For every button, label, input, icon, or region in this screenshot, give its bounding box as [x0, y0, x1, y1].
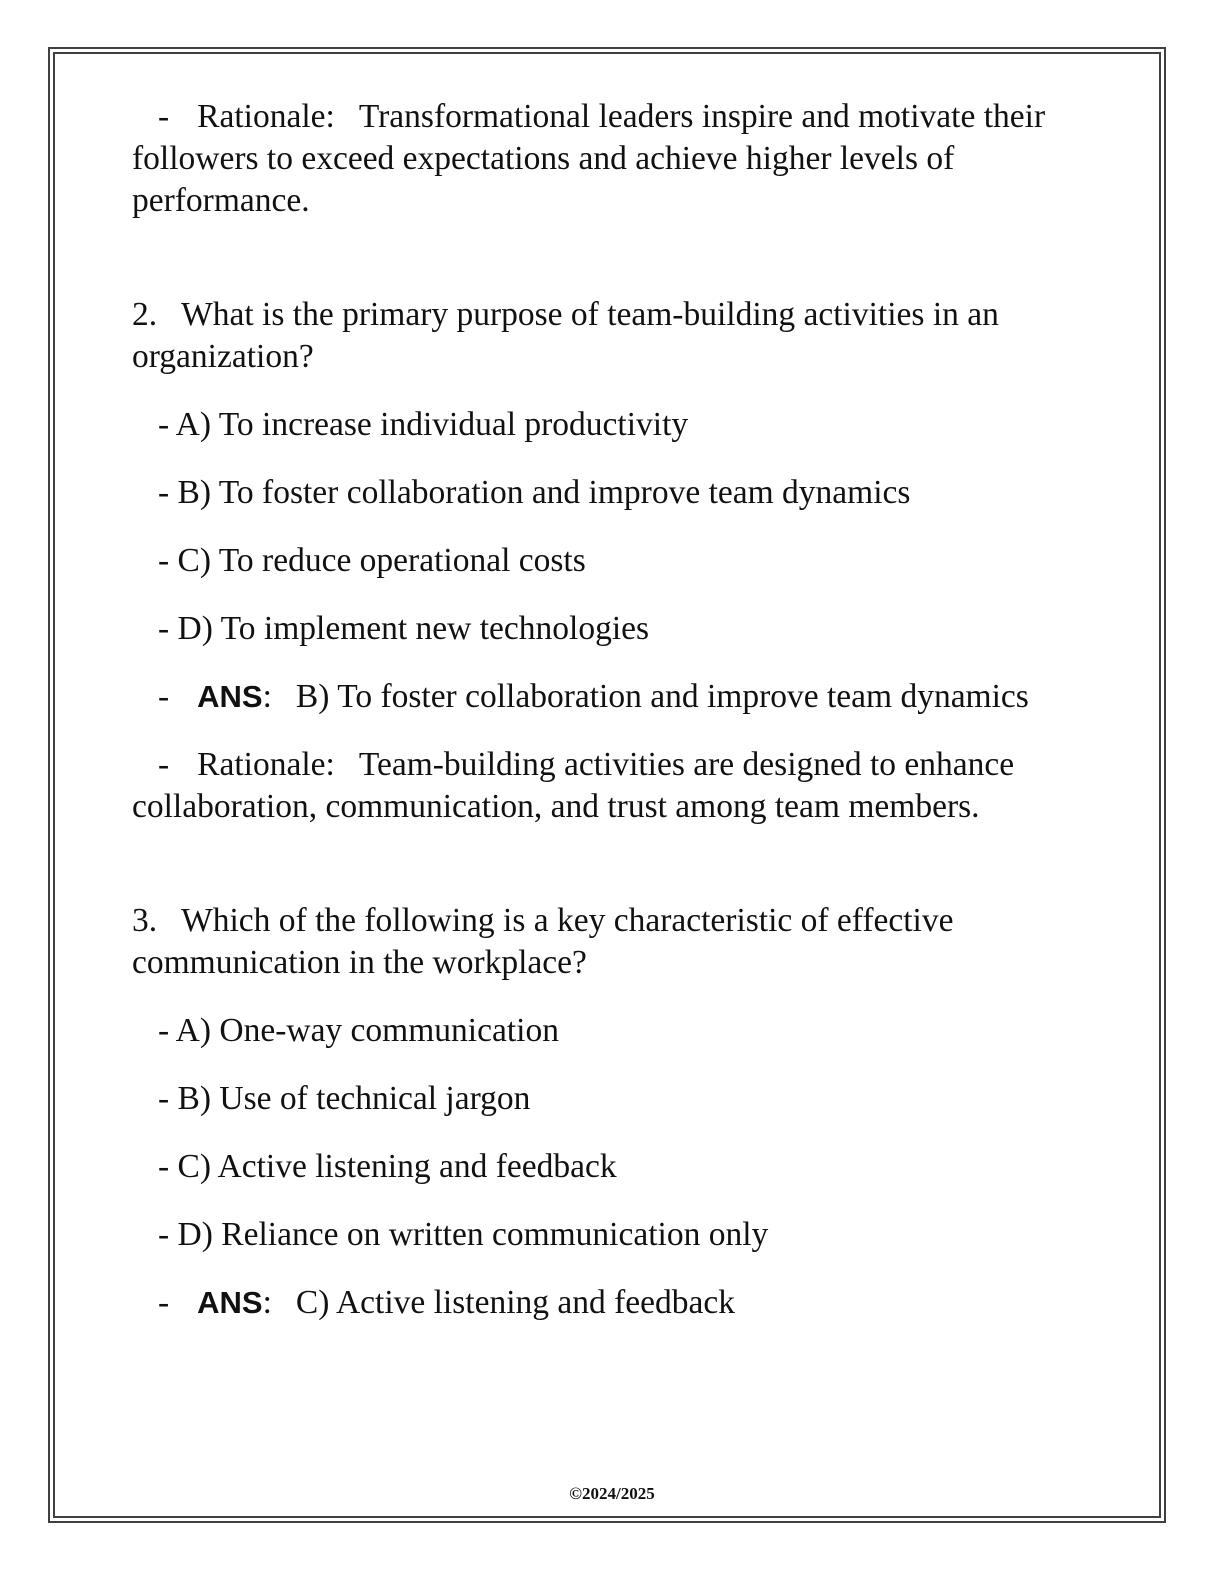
- answer-colon: :: [262, 678, 272, 715]
- question-text: Which of the following is a key characteristic of effective communication in the workplace?: [132, 902, 954, 981]
- answer-dash: -: [158, 678, 170, 715]
- answer-label: ANS: [197, 679, 263, 714]
- rationale-block: [132, 96, 1092, 222]
- answer-line: [132, 1282, 1092, 1324]
- answer-dash: -: [158, 1284, 170, 1321]
- option-b: - B) To foster collaboration and improve team dynamics: [158, 474, 911, 511]
- rationale-dash: -: [158, 746, 170, 783]
- answer-colon: :: [262, 1284, 272, 1321]
- option-b: - B) Use of technical jargon: [158, 1080, 531, 1117]
- question-3: [132, 900, 1092, 984]
- rationale-block: [132, 744, 1092, 828]
- answer-text: B) To foster collaboration and improve team dynamics: [295, 678, 1029, 715]
- option-d: - D) To implement new technologies: [158, 610, 650, 647]
- answer-line: [132, 676, 1092, 718]
- rationale-text: Transformational leaders inspire and motivate their followers to exceed expectations and achieve higher levels of performance.: [132, 98, 1046, 219]
- question-number: 2.: [132, 296, 158, 333]
- rationale-dash: -: [158, 98, 170, 135]
- question-text: What is the primary purpose of team-building activities in an organization?: [132, 296, 999, 375]
- option-c: - C) Active listening and feedback: [158, 1148, 617, 1185]
- option-a: - A) To increase individual productivity: [158, 406, 689, 443]
- option-d: - D) Reliance on written communication only: [158, 1216, 769, 1253]
- rationale-text: Team-building activities are designed to enhance collaboration, communication, and trust among team members.: [132, 746, 1015, 825]
- document-body: [132, 96, 1092, 1324]
- answer-label: ANS: [197, 1285, 263, 1320]
- question-number: 3.: [132, 902, 158, 939]
- option-a: - A) One-way communication: [158, 1012, 559, 1049]
- rationale-label: Rationale:: [197, 98, 335, 135]
- question-2: [132, 294, 1092, 378]
- answer-text: C) Active listening and feedback: [295, 1284, 736, 1321]
- option-c: - C) To reduce operational costs: [158, 542, 586, 579]
- copyright-footer: ©2024/2025: [569, 1484, 655, 1503]
- rationale-label: Rationale:: [197, 746, 335, 783]
